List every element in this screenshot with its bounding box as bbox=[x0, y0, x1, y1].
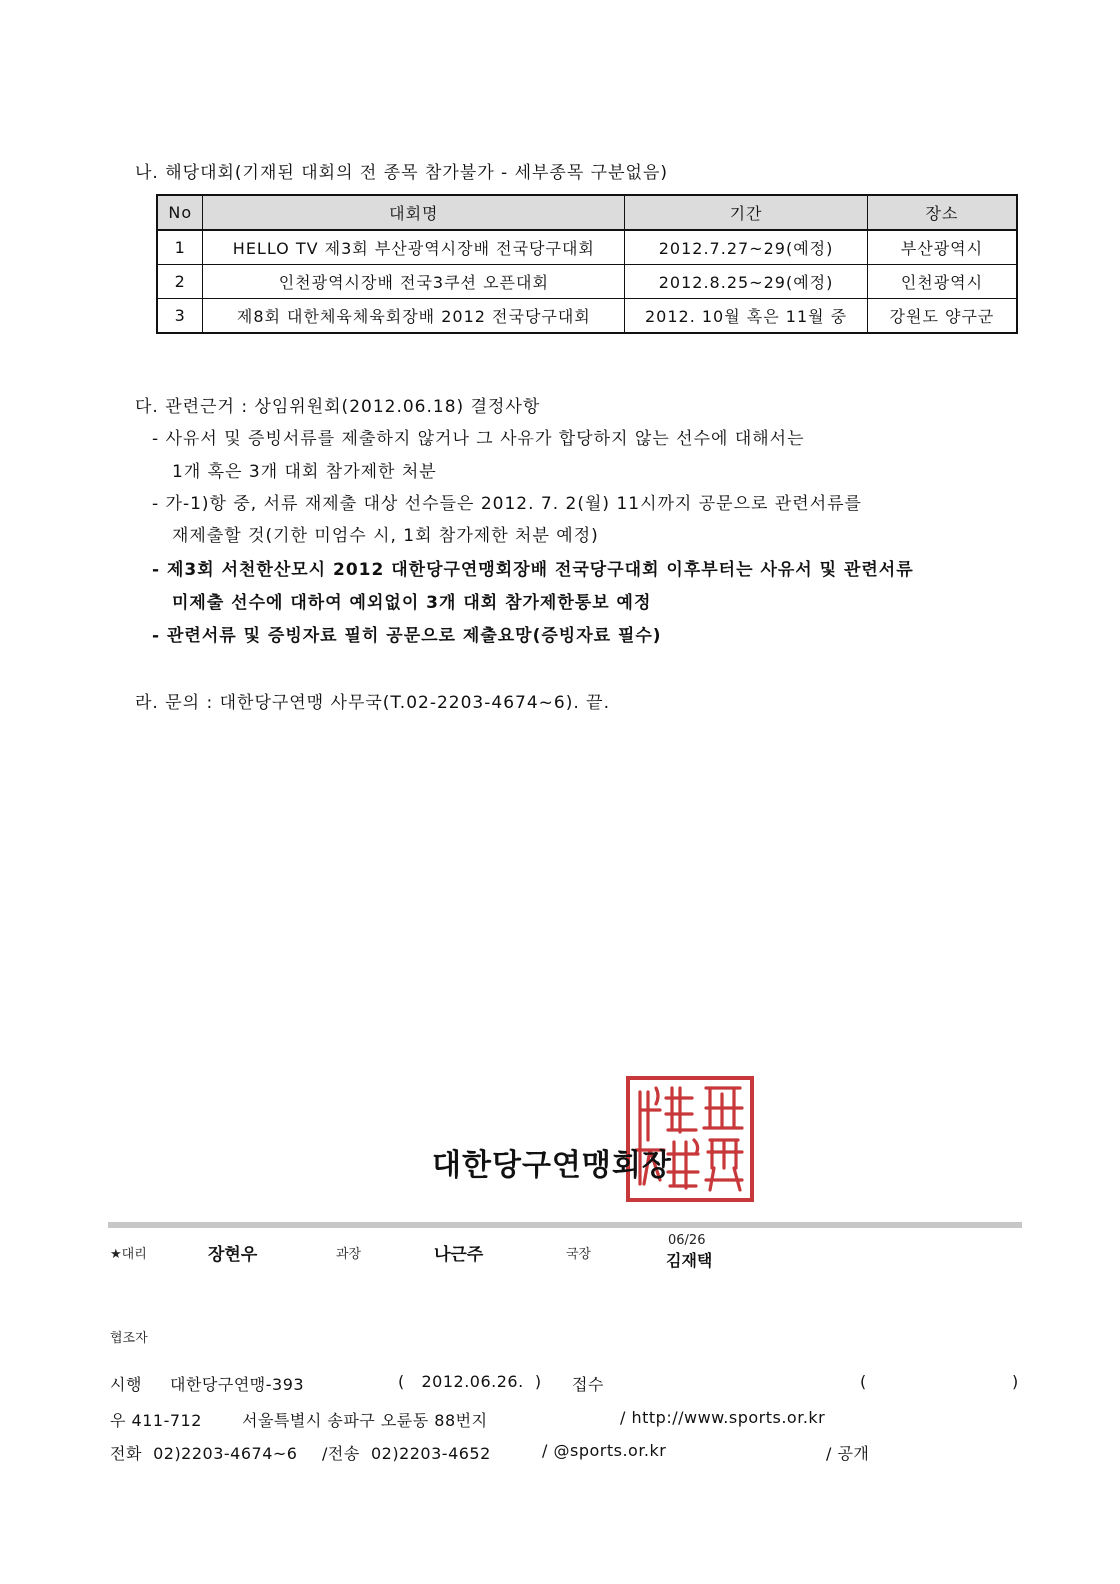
director-role: 국장 bbox=[566, 1247, 592, 1262]
disclosure-status: / 공개 bbox=[826, 1444, 870, 1463]
receive-paren-open: ( bbox=[860, 1372, 867, 1391]
postal-code: 우 411-712 bbox=[110, 1411, 202, 1430]
col-header-place: 장소 bbox=[867, 195, 1017, 230]
basis-item-2-cont: 재제출할 것(기한 미엄수 시, 1회 참가제한 처분 예정) bbox=[172, 526, 599, 546]
cell-period: 2012.8.25~29(예정) bbox=[625, 265, 868, 299]
cell-place: 부산광역시 bbox=[867, 230, 1017, 265]
col-header-period: 기간 bbox=[625, 195, 868, 230]
cell-period: 2012.7.27~29(예정) bbox=[625, 230, 868, 265]
basis-item-1: - 사유서 및 증빙서류를 제출하지 않거나 그 사유가 합당하지 않는 선수에 대해서는 bbox=[152, 429, 805, 449]
section-da-heading: 다. 관련근거 : 상임위원회(2012.06.18) 결정사항 bbox=[135, 397, 541, 417]
cell-place: 강원도 양구군 bbox=[867, 299, 1017, 334]
table-row bbox=[157, 265, 1017, 299]
basis-item-3: - 제3회 서천한산모시 2012 대한당구연맹회장배 전국당구대회 이후부터는 사유서 및 관련서류 bbox=[152, 560, 914, 580]
cell-no: 2 bbox=[157, 265, 203, 299]
enforce-number: 대한당구연맹-393 bbox=[170, 1375, 305, 1394]
website-link[interactable]: / http://www.sports.or.kr bbox=[620, 1408, 826, 1427]
cell-name: 제8회 대한체육체육회장배 2012 전국당구대회 bbox=[203, 299, 625, 334]
divider bbox=[108, 1222, 1022, 1228]
cell-no: 3 bbox=[157, 299, 203, 334]
table-row bbox=[157, 299, 1017, 334]
cooperator-label: 협조자 bbox=[110, 1331, 148, 1346]
basis-item-4: - 관련서류 및 증빙자료 필히 공문으로 제출요망(증빙자료 필수) bbox=[152, 626, 662, 646]
organization-title: 대한당구연맹회장 bbox=[432, 1148, 672, 1183]
section-ra-heading: 라. 문의 : 대한당구연맹 사무국(T.02-2203-4674~6). 끝. bbox=[135, 693, 610, 713]
basis-item-2: - 가-1)항 중, 서류 재제출 대상 선수들은 2012. 7. 2(월) 11시까지 공문으로 관련서류를 bbox=[152, 494, 862, 514]
tournament-table bbox=[156, 194, 1018, 334]
receive-paren-close: ) bbox=[1012, 1372, 1019, 1391]
drafter-name: 장현우 bbox=[208, 1245, 258, 1265]
basis-item-1-cont: 1개 혹은 3개 대회 참가제한 처분 bbox=[172, 462, 437, 482]
receive-label: 접수 bbox=[572, 1375, 604, 1394]
manager-role: 과장 bbox=[336, 1247, 362, 1262]
col-header-no: No bbox=[157, 195, 203, 230]
cell-no: 1 bbox=[157, 230, 203, 265]
cell-period: 2012. 10월 혹은 11월 중 bbox=[625, 299, 868, 334]
col-header-name: 대회명 bbox=[203, 195, 625, 230]
cell-name: HELLO TV 제3회 부산광역시장배 전국당구대회 bbox=[203, 230, 625, 265]
cell-place: 인천광역시 bbox=[867, 265, 1017, 299]
phone: 전화 02)2203-4674~6 bbox=[110, 1444, 298, 1463]
email-link[interactable]: / @sports.or.kr bbox=[542, 1441, 667, 1460]
table-header-row bbox=[157, 195, 1017, 230]
section-na-heading: 나. 해당대회(기재된 대회의 전 종목 참가불가 - 세부종목 구분없음) bbox=[135, 163, 669, 183]
fax: /전송 02)2203-4652 bbox=[322, 1444, 491, 1463]
manager-name: 나근주 bbox=[434, 1245, 484, 1265]
table-row bbox=[157, 230, 1017, 265]
drafter-role: ★대리 bbox=[110, 1247, 147, 1262]
address: 서울특별시 송파구 오륜동 88번지 bbox=[242, 1411, 488, 1430]
director-approval-date: 06/26 bbox=[668, 1233, 706, 1248]
basis-item-3-cont: 미제출 선수에 대하여 예외없이 3개 대회 참가제한통보 예정 bbox=[172, 593, 652, 613]
cell-name: 인천광역시장배 전국3쿠션 오픈대회 bbox=[203, 265, 625, 299]
enforce-date: ( 2012.06.26. ) bbox=[398, 1372, 542, 1391]
enforce-label: 시행 bbox=[110, 1375, 142, 1394]
director-name: 김재택 bbox=[666, 1251, 713, 1270]
